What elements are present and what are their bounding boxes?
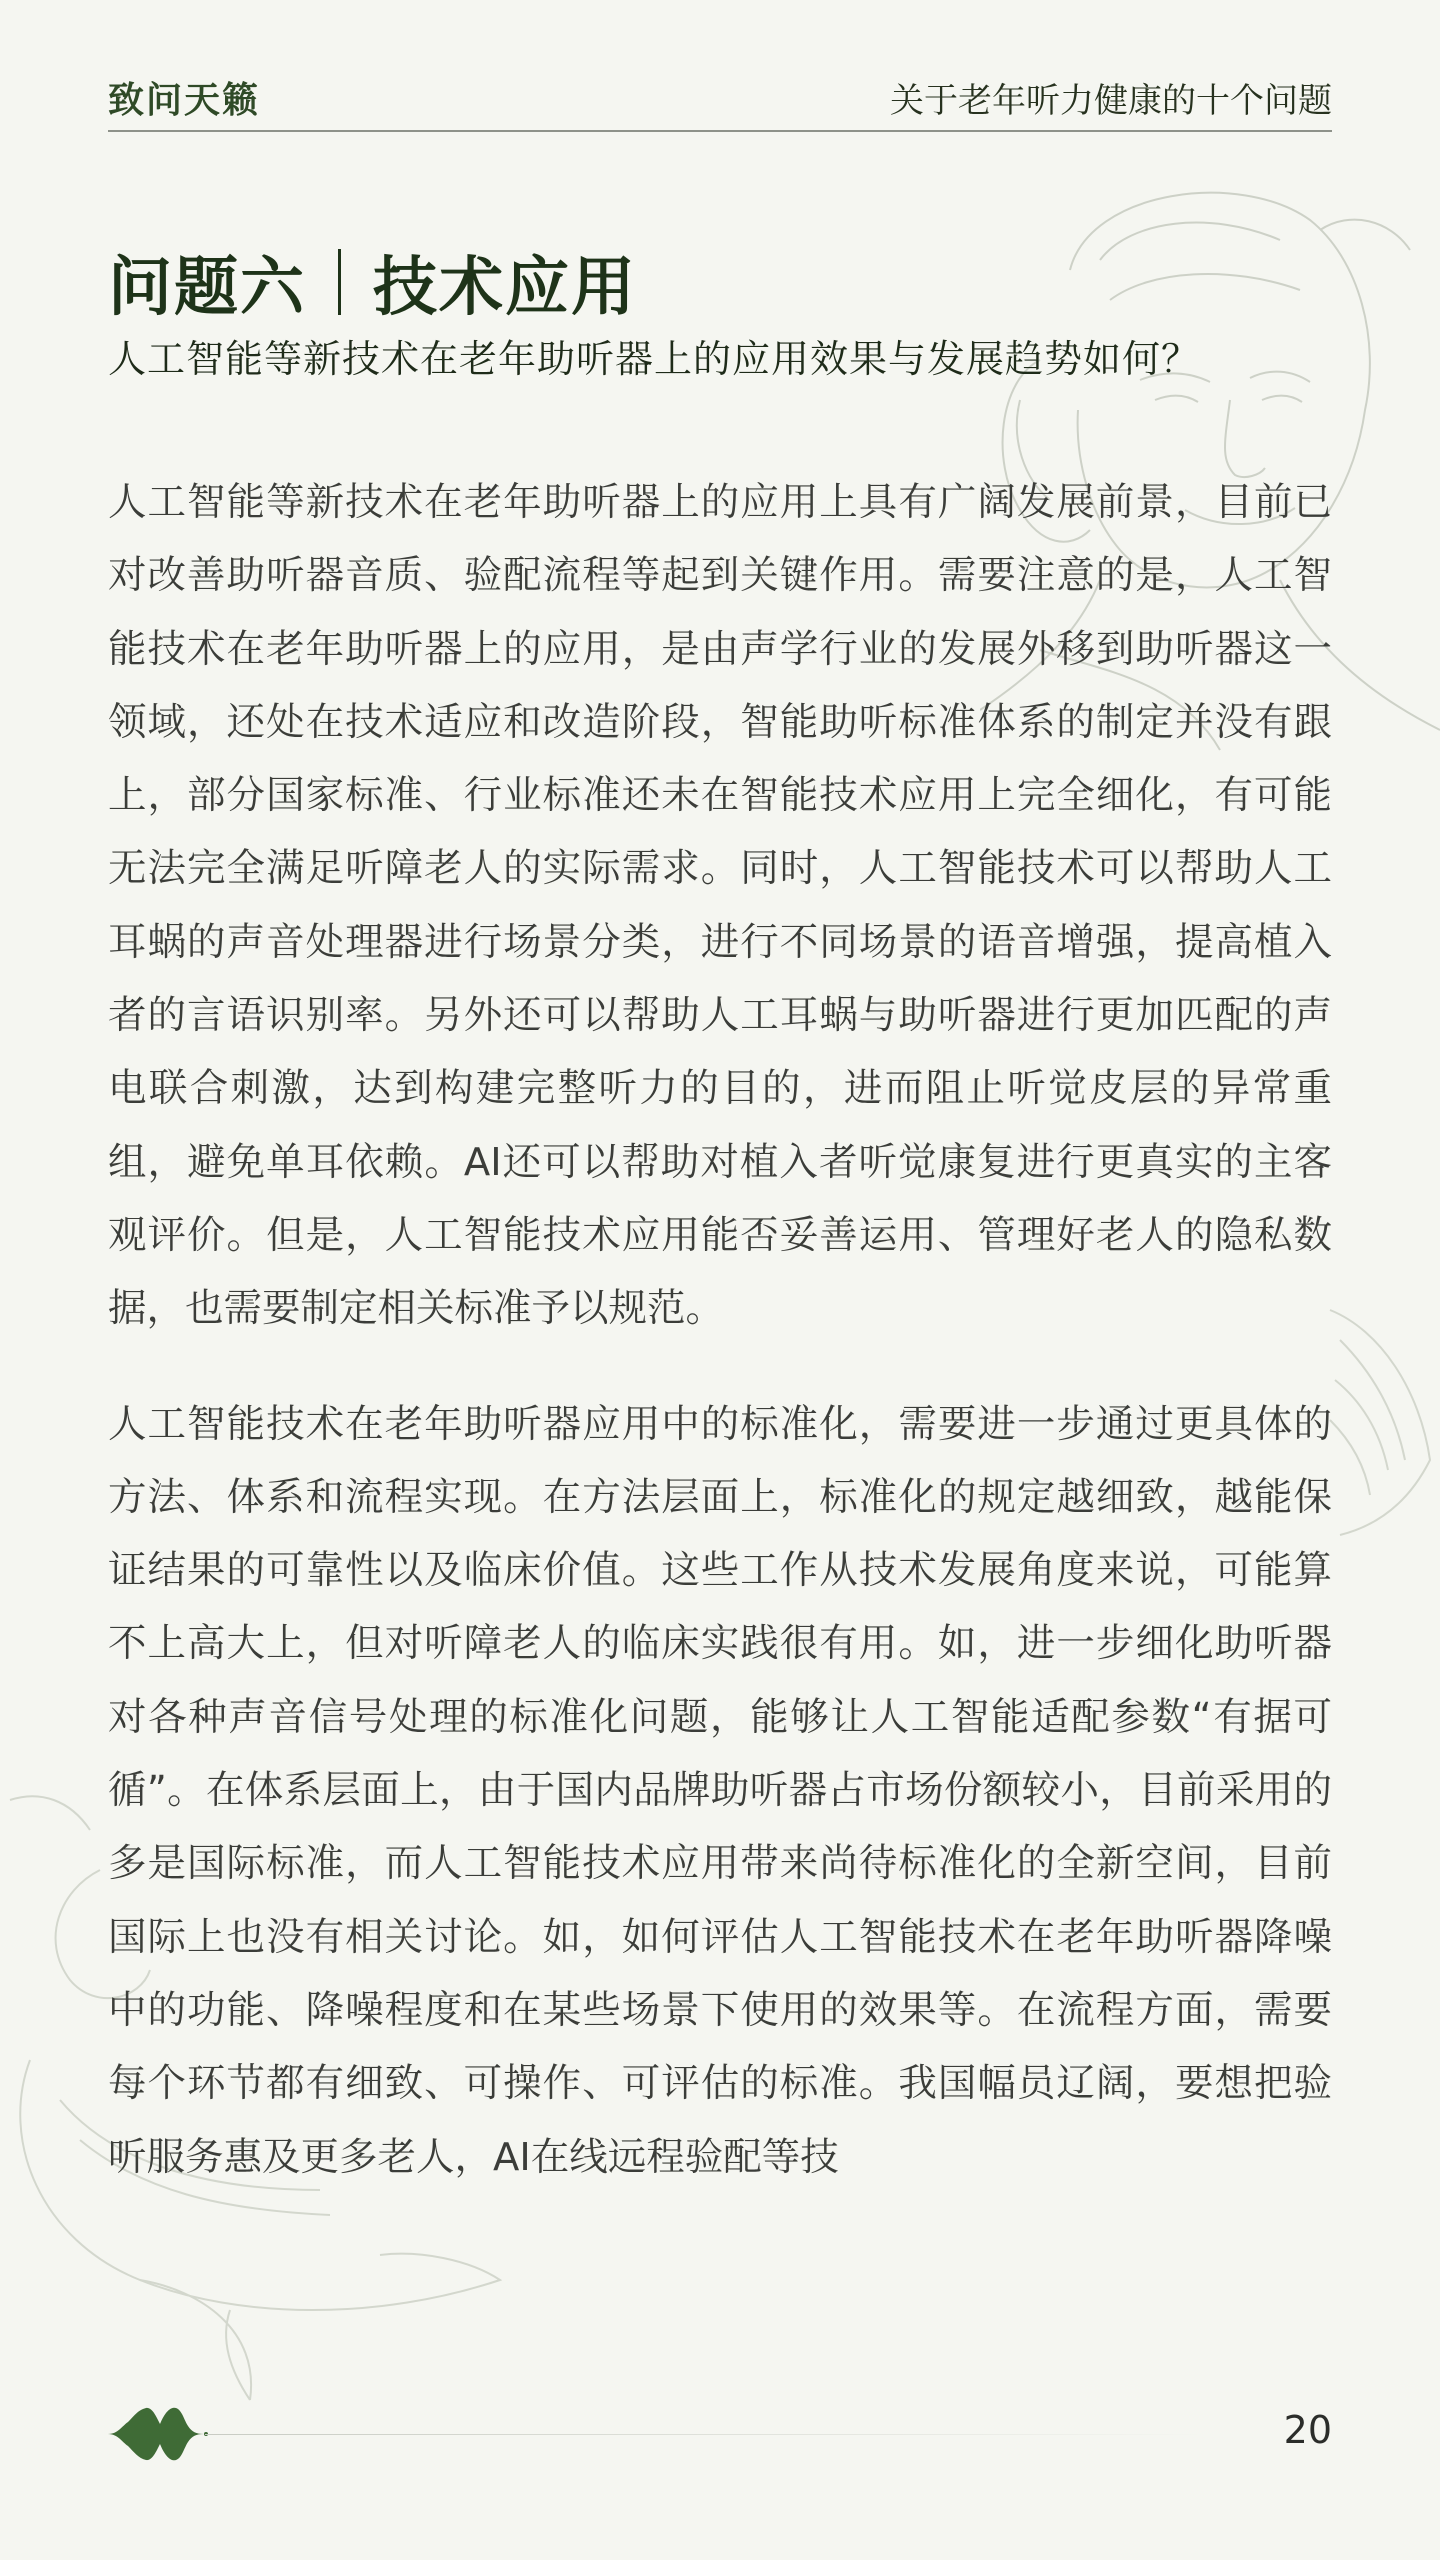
soundwave-icon <box>108 2402 208 2466</box>
article-body <box>108 466 1332 2194</box>
question-number: 问题六 <box>108 251 306 325</box>
document-title: 关于老年听力健康的十个问题 <box>890 80 1332 121</box>
brand-logo-text: 致问天籁 <box>108 78 261 121</box>
header-divider <box>108 130 1332 132</box>
heading-separator <box>338 249 341 315</box>
page-header <box>108 64 1332 130</box>
page-number: 20 <box>1283 2408 1332 2452</box>
section-heading <box>108 236 637 328</box>
question-text: 人工智能等新技术在老年助听器上的应用效果与发展趋势如何？ <box>108 337 1201 381</box>
paragraph-1: 人工智能等新技术在老年助听器上的应用上具有广阔发展前景，目前已对改善助听器音质、验配流程等起到关键作用。需要注意的是，人工智能技术在老年助听器上的应用，是由声学行业的发展外移到助听器这一领域，还处在技术适应和改造阶段，智能助听标准体系的制定并没有跟上，部分国家标准、行业标准还未在智能技术应用上完全细化，有可能无法完全满足听障老人的实际需求。同时，人工智能技术可以帮助人工耳蜗的声音处理器进行场景分类，进行不同场景的语音增强，提高植入者的言语识别率。另外还可以帮助人工耳蜗与助听器进行更加匹配的声电联合刺激，达到构建完整听力的目的，进而阻止听觉皮层的异常重组，避免单耳依赖。AI还可以帮助对植入者听觉康复进行更真实的主客观评价。但是，人工智能技术应用能否妥善运用、管理好老人的隐私数据，也需要制定相关标准予以规范。 <box>108 480 1332 1332</box>
paragraph-2: 人工智能技术在老年助听器应用中的标准化，需要进一步通过更具体的方法、体系和流程实现。在方法层面上，标准化的规定越细致，越能保证结果的可靠性以及临床价值。这些工作从技术发展角度来说，可能算不上高大上，但对听障老人的临床实践很有用。如，进一步细化助听器对各种声音信号处理的标准化问题，能够让人工智能适配参数“有据可循”。在体系层面上，由于国内品牌助听器占市场份额较小，目前采用的多是国际标准，而人工智能技术应用带来尚待标准化的全新空间，目前国际上也没有相关讨论。如，如何评估人工智能技术在老年助听器降噪中的功能、降噪程度和在某些场景下使用的效果等。在流程方面，需要每个环节都有细致、可操作、可评估的标准。我国幅员辽阔，要想把验听服务惠及更多老人，AI在线远程验配等技 <box>108 1401 1332 2180</box>
footer-divider <box>205 2434 1205 2435</box>
question-topic: 技术应用 <box>373 251 637 325</box>
